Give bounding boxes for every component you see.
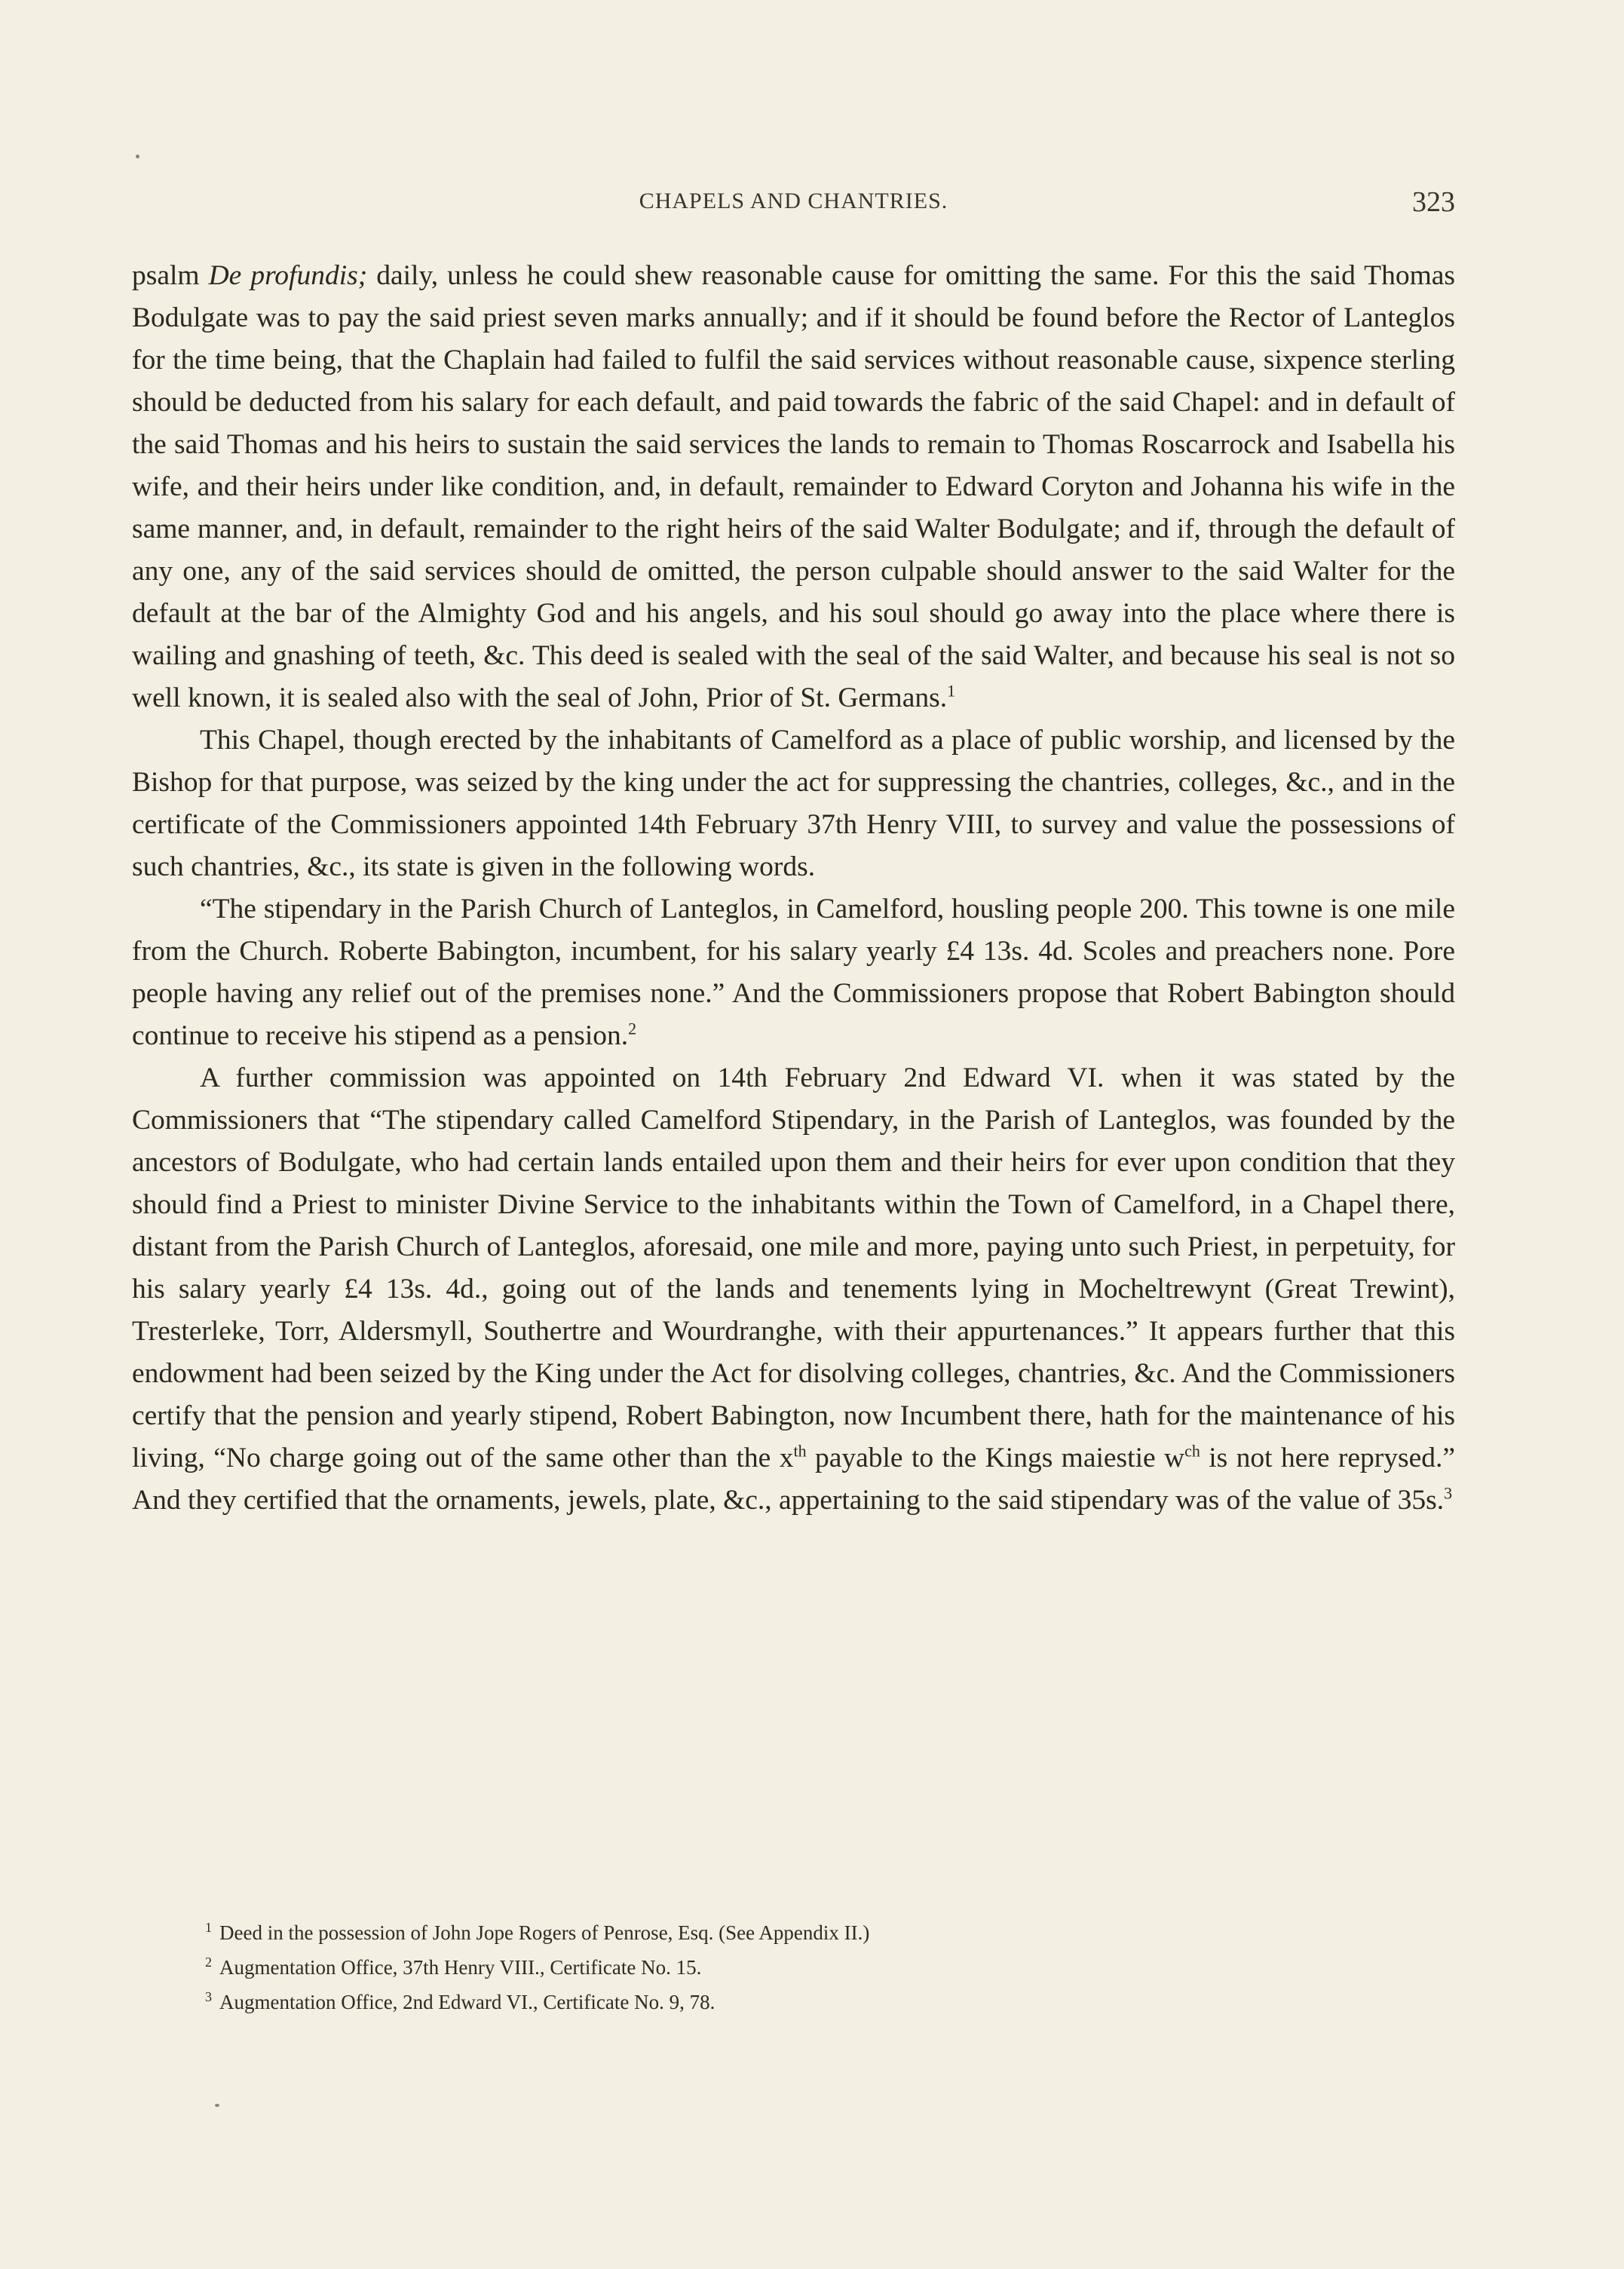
paragraph-2: This Chapel, though erected by the inhabitants of Camelford as a place of public worship, and licensed by the Bishop for that purpose, was seized by the king under the act for suppressing the chantries, colleges, &c., and in the certificate of the Commissioners appointed 14th February 37th Henry VIII, to survey and value the possessions of such chantries, &c., its state is given in the following words. [132,725,1455,882]
paragraph-1 [132,255,1455,719]
footnote-ref-1: 1 [947,681,956,701]
footnote-3 [205,1985,1449,2019]
latin-title: De profundis; [208,260,368,291]
chapter-title: CHAPELS AND CHANTRIES. [639,189,948,213]
paragraph-3 [132,888,1455,1057]
paragraph-4-text-c: is not here reprysed.” And they certified that the ornaments, jewels, plate, &c., appertaining to the said stipendary was of the value of 35s. [132,1443,1455,1516]
paper-speck [136,155,139,158]
paragraph-4-text-b: payable to the Kings maiestie w [806,1443,1185,1473]
paper-speck [215,2104,219,2107]
superscript-th: th [793,1441,807,1461]
paragraph-1-text: daily, unless he could shew reasonable cause for omitting the same. For this the said Thomas Bodulgate was to pay the said priest seven marks annually; and if it should be found before the Rector of Lanteglos for the time being, that the Chaplain had failed to fulfil the said services without reasonable cause, sixpence sterling should be deducted from his salary for each default, and paid towards the fabric of the said Chapel: and in default of the said Thomas and his heirs to sustain the said services the lands to remain to Thomas Roscarrock and Isabella his wife, and their heirs under like condition, and, in default, remainder to Edward Coryton and Johanna his wife in the same manner, and, in default, remainder to the right heirs of the said Walter Bodulgate; and if, through the default of any one, any of the said services should de omitted, the person culpable should answer to the said Walter for the default at the bar of the Almighty God and his angels, and his soul should go away into the place where there is wailing and gnashing of teeth, &c. This deed is sealed with the seal of the said Walter, and because his seal is not so well known, it is sealed also with the seal of John, Prior of St. Germans. [132,260,1455,713]
superscript-ch: ch [1184,1441,1200,1461]
footnote-text: Deed in the possession of John Jope Rogers of Penrose, Esq. (See Appendix II.) [219,1921,870,1944]
footnote-text: Augmentation Office, 37th Henry VIII., Certificate No. 15. [219,1956,702,1979]
paragraph-4 [132,1057,1455,1522]
footnote-mark: 1 [205,1920,212,1935]
paragraph-1-start: psalm [132,260,209,291]
footnote-text: Augmentation Office, 2nd Edward VI., Certificate No. 9, 78. [219,1991,715,2013]
page-number: 323 [1412,186,1455,218]
running-head [132,186,1455,226]
footnote-mark: 3 [205,1989,212,2004]
body-text [132,255,1455,1522]
footnote-mark: 2 [205,1955,212,1970]
footnote-1 [205,1915,1449,1950]
footnotes [205,1915,1449,2019]
paragraph-4-text-a: A further commission was appointed on 14th February 2nd Edward VI. when it was stated by the Commissioners that “The stipendary called Camelford Stipendary, in the Parish of Lanteglos, was founded by the ancestors of Bodulgate, who had certain lands entailed upon them and their heirs for ever upon condition that they should find a Priest to minister Divine Service to the inhabitants within the Town of Camelford, in a Chapel there, distant from the Parish Church of Lanteglos, aforesaid, one mile and more, paying unto such Priest, in perpetuity, for his salary yearly £4 13s. 4d., going out of the lands and tenements lying in Mocheltrewynt (Great Trewint), Tresterleke, Torr, Aldersmyll, Southertre and Wourdranghe, with their appurtenances.” It appears further that this endowment had been seized by the King under the Act for disolving colleges, chantries, &c. And the Commissioners certify that the pension and yearly stipend, Robert Babington, now Incumbent there, hath for the maintenance of his living, “No charge going out of the same other than the x [132,1062,1455,1473]
footnote-ref-2: 2 [628,1019,637,1038]
footnote-2 [205,1950,1449,1985]
footnote-ref-3: 3 [1444,1483,1453,1503]
paragraph-3-text: “The stipendary in the Parish Church of Lanteglos, in Camelford, housling people 200. This towne is one mile from the Church. Roberte Babington, incumbent, for his salary yearly £4 13s. 4d. Scoles and preachers none. Pore people having any relief out of the premises none.” And the Commissioners propose that Robert Babington should continue to receive his stipend as a pension. [132,894,1455,1051]
